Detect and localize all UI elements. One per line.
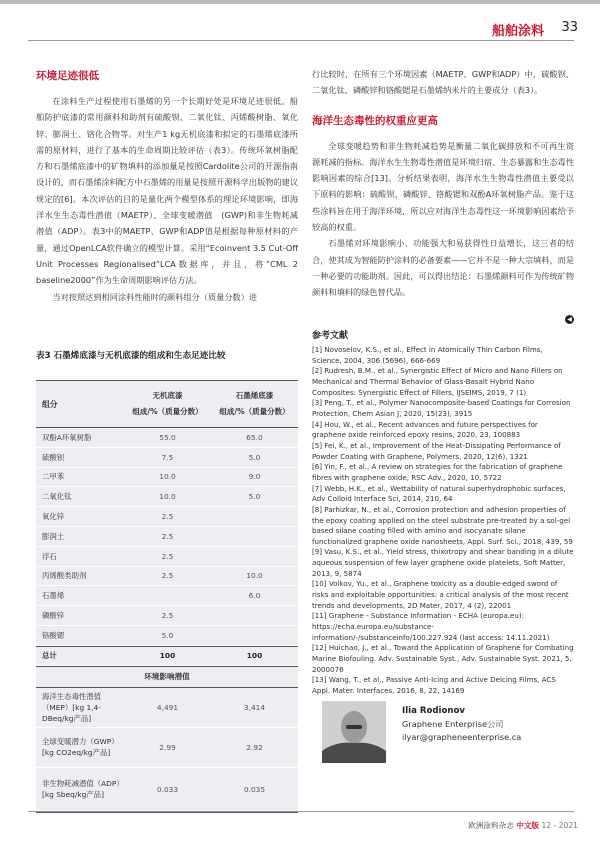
row-inorganic: 55.0 [159, 432, 176, 442]
header-inorganic-label: 无机底漆 [152, 391, 183, 400]
env-row-inorganic: 4,491 [156, 702, 179, 712]
env-row-inorganic: 2.99 [159, 742, 176, 752]
table-caption: 表3 石墨烯底漆与无机底漆的组成和生态足迹比较 [36, 351, 226, 361]
env-impact-body [36, 688, 298, 813]
section-title-ocean: 海洋生态毒性的权重应更高 [312, 114, 438, 127]
env-impact-heading: 环境影响潜值 [36, 666, 298, 688]
row-graphene: 10.0 [246, 571, 263, 581]
env-impact-row [36, 768, 298, 812]
paragraph: 当对按照达到相同涂料性能时的颜料组分（质量分数）进 [52, 291, 258, 302]
total-graphene: 100 [246, 651, 263, 661]
paragraph: 行比较时，在所有三个环境因素（MAETP、GWP和ADP）中，硫酸钡、二氧化钛、磷酸锌和铬酸锶是石墨烯纳米片的主要成分（表3）。 [312, 69, 574, 96]
reference-item: [8] Parhizkar, N., et al., Corrosion protection and adhesion properties of the epoxy coating applied on the steel substrate pre-treated by a sol-gel based silane coating filled with amino and isocyanate silane functionalized graphene oxide nanosheets, Appl. Surf. Sci., 2018, 439, 59 [312, 504, 573, 546]
reference-item: [9] Vasu, K.S., et al., Yield stress, thixotropy and shear banding in a dilute aqueous suspension of few layer graphene oxide platelets, Soft Matter, 2013, 9, 5874 [312, 547, 574, 578]
env-row-name: 海洋生态毒性潜值（MEP）[kg 1,4-DBeq/kg产品] [42, 691, 102, 723]
reference-item: [1] Novoselov, K.S., et al., Effect in Atomically Thin Carbon Films, Science, 2004, 306 (5696), 666-669 [312, 345, 543, 365]
env-impact-row [36, 688, 298, 728]
references-list [312, 345, 574, 697]
header-graphene-unit: 组成/%（质量分数） [219, 407, 290, 416]
row-graphene: 6.0 [248, 591, 261, 601]
env-row-graphene: 3,414 [243, 702, 266, 712]
reference-item: [12] Huichao, J., et al., Toward the Application of Graphene for Combating Marine Biofouling. Adv. Sustainable Syst., Adv. Sustainable Syst. 2021, 5, 2000076 [312, 643, 574, 674]
table-body [36, 428, 298, 646]
paragraph: 石墨烯对环境影响小、功能强大和易获得性日益增长，这三者的结合，使其成为智能防护涂料的必备要素——它并不是一种大宗填料，而是一种必要的功能助剂。因此，可以得出结论：石墨烯颜料可作为传统矿物颜料和填料的绿色替代品。 [312, 238, 575, 298]
section-header-title: 船舶涂料 [491, 24, 544, 39]
row-name: 硫酸钡 [42, 452, 65, 462]
row-graphene: 5.0 [248, 492, 261, 502]
row-inorganic: 2.5 [161, 611, 174, 621]
header-cell-inorganic [124, 381, 211, 427]
header-cell-graphene [211, 381, 298, 427]
env-row-graphene: 2.92 [246, 742, 263, 752]
reference-item: [13] Wang, T., et al., Passive Anti-Icing and Active Deicing Films, ACS Appl. Mater. Interfaces, 2016, 8, 22, 14169 [312, 675, 556, 695]
author-company: Graphene Enterprise公司 [402, 719, 504, 729]
header-inorganic-unit: 组成/%（质量分数） [132, 407, 203, 416]
row-inorganic: 7.5 [161, 452, 174, 462]
table-row [36, 487, 298, 507]
right-column [312, 66, 574, 301]
total-label: 总计 [42, 651, 57, 661]
author-name: Ilia Rodionov [402, 706, 466, 716]
table-row [36, 567, 298, 587]
composition-table [36, 380, 298, 813]
total-inorganic: 100 [159, 651, 176, 661]
row-name: 膨润土 [42, 531, 65, 541]
row-inorganic: 10.0 [159, 472, 176, 482]
env-row-name: 非生物耗减潜值（ADP）[kg Sbeq/kg产品] [42, 779, 124, 800]
table-row [36, 626, 298, 646]
table-row [36, 606, 298, 626]
row-inorganic: 2.5 [161, 512, 174, 522]
row-graphene: 65.0 [246, 432, 263, 442]
continue-arrow-icon: ◀ [565, 315, 574, 324]
section-title-env: 环境足迹很低 [36, 70, 99, 82]
row-name: 氧化锌 [42, 512, 65, 522]
reference-item: [3] Peng, T., et al., Polymer Nanocomposite-based Coatings for Corrosion Protection, Chem Asian J, 2020, 15(23), 3915 [312, 398, 571, 418]
footer-publication: 欧洲涂料杂志 [468, 821, 514, 830]
table-row [36, 428, 298, 448]
env-row-name: 全球变暖潜力（GWP）[kg CO2eq/kg产品] [42, 737, 119, 758]
footer-edition: 中文版 [516, 821, 540, 830]
footer-divider [28, 811, 574, 812]
references-title: 参考文献 [312, 331, 349, 341]
table-row [36, 448, 298, 468]
reference-item: [10] Volkov, Yu., et al., Graphene toxicity as a double-edged sword of risks and exploitable opportunities: a critical analysis of the most recent trends and developments, 2D Mater, 2017, 4 (2), 22001 [312, 579, 569, 610]
table-row-total [36, 646, 298, 666]
row-inorganic: 2.5 [161, 551, 174, 561]
author-photo [322, 701, 386, 763]
row-inorganic: 10.0 [159, 492, 176, 502]
row-name: 浮石 [42, 551, 57, 561]
env-impact-row [36, 728, 298, 768]
row-name: 双酚A环氧树脂 [42, 432, 92, 442]
row-name: 二甲苯 [42, 472, 65, 482]
reference-item: [6] Yin, F., et al., A review on strategies for the fabrication of graphene fibres with graphene oxide, RSC Adv., 2020, 10, 5722 [312, 462, 563, 482]
row-inorganic: 2.5 [161, 531, 174, 541]
footer [468, 820, 578, 831]
page-number: 33 [561, 20, 578, 35]
table-row [36, 507, 298, 527]
table-header [36, 380, 298, 428]
row-name: 石墨烯 [42, 591, 65, 601]
header-cell-component: 组分 [42, 399, 58, 409]
row-inorganic: 2.5 [161, 571, 174, 581]
table-row [36, 468, 298, 488]
row-inorganic: 5.0 [161, 630, 174, 640]
env-row-graphene: 0.035 [243, 784, 266, 794]
top-rule [0, 0, 600, 4]
footer-issue: 12 - 2021 [541, 821, 578, 830]
table-row [36, 547, 298, 567]
header-divider [28, 40, 574, 41]
reference-item: [4] Hou, W., et al., Recent advances and future perspectives for graphene oxide reinforced epoxy resins, 2020, 23, 100883 [312, 419, 538, 440]
table-row [36, 586, 298, 606]
row-name: 二氧化钛 [42, 492, 72, 502]
row-name: 丙烯酸类助剂 [42, 571, 87, 581]
row-name: 铬酸锶 [42, 630, 65, 640]
left-column [36, 68, 298, 305]
reference-item: [11] Graphene - Substance Information - ECHA (europa.eu): https://echa.europa.eu/substance-information/-/substanceinfo/100.227.924 (last access: 14.11.2021) [312, 611, 550, 642]
env-row-inorganic: 0.033 [156, 784, 179, 794]
table-row [36, 527, 298, 547]
reference-item: [5] Fei, K., et al., Improvement of the Heat-Dissipating Performance of Powder Coating with Graphene, Polymers, 2020, 12(6), 1321 [312, 440, 561, 461]
header-graphene-label: 石墨烯底漆 [235, 391, 274, 400]
row-name: 磷酸锌 [42, 611, 65, 621]
row-graphene: 9.0 [248, 472, 261, 482]
row-graphene: 5.0 [248, 452, 261, 462]
paragraph: 在涂料生产过程使用石墨烯的另一个长期好处是环境足迹很低。船舶防护底漆的常用颜料和助剂有硫酸钡、二氧化钛、丙烯酸树脂、氧化锌、膨润土、铬化合物等。对生产1 kg无机底漆和拟定的石墨烯底漆所需的原材料，进行了基本的生命周期比较评估（表3）。传统环氧树脂配方和石墨烯底漆中的矿物填料的添加量是按照Cardolite公司的开源指南设计的，而石墨烯涂料配方中石墨烯的用量是按照开源科学出版物的建议规定的[6]。本次评估的目的是量化两个模型体系的理论环境影响，即海洋水生生态毒性潜值（MAETP）、全球变暖潜值 (GWP)和非生物耗减潜值（ADP）。表3中的MAETP、GWP和ADP值是根据每种原材料的产量，通过OpenLCA软件确立的模型计算。采用“Ecoinvent 3.5 Cut-Off Unit Processes Regionalised”LCA数据库，并且，将“CML 2 baseline2000”作为生命周期影响评估方法。 [36, 96, 299, 286]
author-email[interactable]: ilyar@grapheneenterprise.ca [402, 732, 522, 742]
reference-item: [7] Webb, H.K., et al., Wettability of natural superhydrophobic surfaces, Adv Colloid Interface Sci, 2014, 210, 64 [312, 483, 566, 504]
paragraph: 全球变暖趋势和非生物耗减趋势是衡量二氧化碳排放和不可再生资源耗减的指标。海洋水生生物毒性潜值是环境归宿、生态暴露和生态毒性影响因素的综合[13]。分析结果表明，海洋水生生物毒性潜值主要受以下原料的影响：硫酸钡，磷酸锌、铬酸锶和双酚A环氧树脂产品。鉴于这些涂料旨在用于海洋环境，所以应对海洋生态毒性这一环境影响因素给予较高的权重。 [312, 140, 575, 233]
reference-item: [2] Rudresh, B.M., et al., Synergistic Effect of Micro and Nano Fillers on Mechanical and Thermal Behavior of Glass-Basalt Hybrid Nano Composites: Synergistic Effect of Fillers, IJSEIMS, 2019, 7 (1) [312, 366, 563, 397]
